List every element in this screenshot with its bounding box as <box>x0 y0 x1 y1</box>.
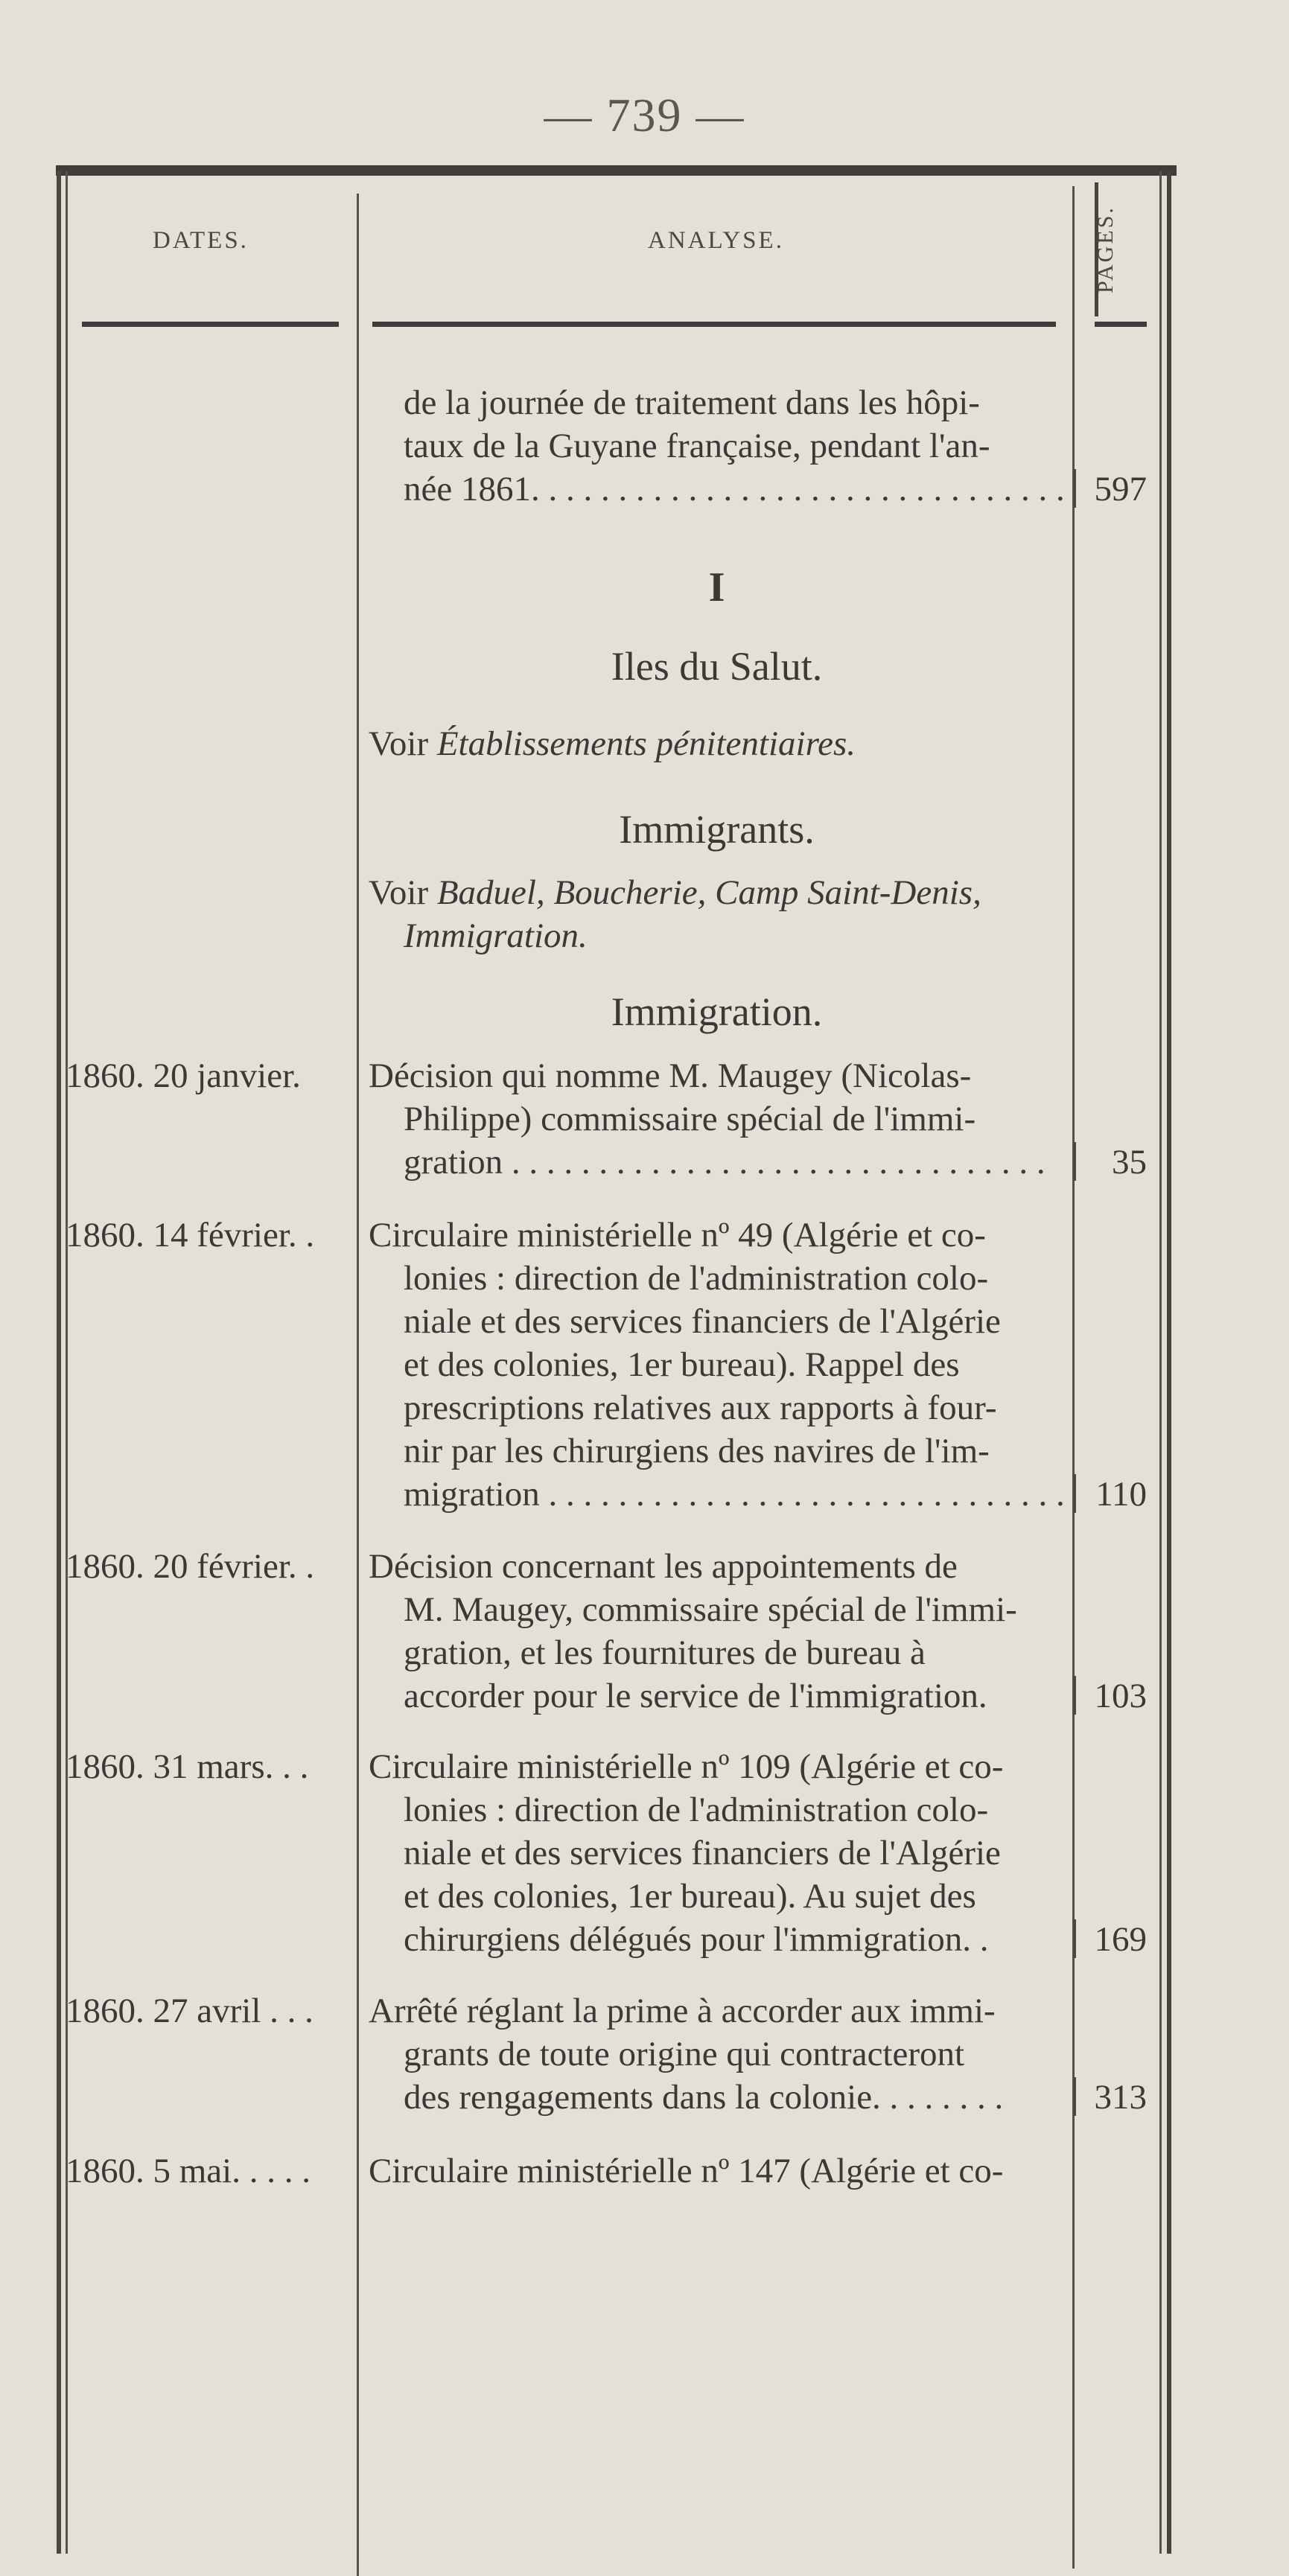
entry-date: 1860. 20 février. . <box>66 1547 315 1586</box>
entry-date: 1860. 31 mars. . . <box>66 1747 309 1786</box>
see-prefix: Voir <box>369 873 437 912</box>
page-bar <box>1073 1919 1076 1958</box>
continuation-line: de la journée de traitement dans les hôpi- <box>404 383 980 422</box>
page-bar <box>1073 1142 1076 1181</box>
entry-line: gration, et les fournitures de bureau à <box>404 1633 926 1672</box>
page-ref: 313 <box>1094 2078 1147 2117</box>
entry-line: niale et des services financiers de l'Algérie <box>404 1302 1001 1341</box>
section-title-immigrants: Immigrants. <box>619 807 815 852</box>
dates-column-rule <box>357 194 359 2576</box>
page-ref: 169 <box>1094 1920 1147 1959</box>
header-analyse-underline <box>372 322 1056 327</box>
table-top-rule <box>56 165 1177 176</box>
entry-line: Arrêté réglant la prime à accorder aux immi- <box>369 1992 996 2030</box>
entry-line: lonies : direction de l'administration colo- <box>404 1791 989 1829</box>
continuation-line: taux de la Guyane française, pendant l'an- <box>404 427 990 465</box>
entry-line: Circulaire ministérielle nº 109 (Algérie et co- <box>369 1747 1004 1786</box>
header-pages: PAGES. <box>1093 205 1118 293</box>
entry-line: Décision concernant les appointements de <box>369 1547 958 1586</box>
header-dates: DATES. <box>153 227 249 254</box>
entry-line: chirurgiens délégués pour l'immigration. . <box>404 1920 989 1959</box>
entry-line: niale et des services financiers de l'Algérie <box>404 1834 1001 1872</box>
entry-date: 1860. 5 mai. . . . . <box>66 2152 311 2190</box>
section-title-iles: Iles du Salut. <box>611 644 823 689</box>
header-analyse: ANALYSE. <box>648 227 784 254</box>
page-ref: 110 <box>1095 1475 1147 1514</box>
see-also-immigrants <box>369 871 1065 914</box>
entry-line: accorder pour le service de l'immigration. <box>404 1677 987 1715</box>
right-border <box>1167 171 1171 2554</box>
page-ref: 35 <box>1112 1143 1147 1182</box>
left-border <box>57 171 61 2554</box>
see-reference-cont: Immigration. <box>404 916 588 955</box>
section-title-immigration: Immigration. <box>611 989 823 1034</box>
page-bar <box>1073 1676 1076 1715</box>
entry-line: nir par les chirurgiens des navires de l'im- <box>404 1432 990 1470</box>
entry-line: lonies : direction de l'administration colo- <box>404 1259 989 1298</box>
see-prefix: Voir <box>369 724 437 763</box>
entry-line: prescriptions relatives aux rapports à four- <box>404 1389 997 1427</box>
page-bar <box>1073 1474 1076 1513</box>
entry-line: Circulaire ministérielle nº 147 (Algérie et co- <box>369 2152 1004 2190</box>
page-ref: 103 <box>1094 1677 1147 1715</box>
entry-line: des rengagements dans la colonie. . . . . . . . <box>404 2078 1004 2117</box>
entry-date: 1860. 27 avril . . . <box>66 1992 314 2030</box>
entry-line: et des colonies, 1er bureau). Au sujet des <box>404 1877 976 1916</box>
entry-date: 1860. 14 février. . <box>66 1216 315 1254</box>
see-reference: Baduel, Boucherie, Camp Saint-Denis, <box>436 873 981 912</box>
entry-line: gration . . . . . . . . . . . . . . . . . . . . . . . . . . . . . . . <box>404 1143 1045 1182</box>
page-ref: 597 <box>1094 470 1147 508</box>
entry-line: Circulaire ministérielle nº 49 (Algérie et co- <box>369 1216 986 1254</box>
entry-line: Décision qui nomme M. Maugey (Nicolas- <box>369 1056 972 1095</box>
entry-line: grants de toute origine qui contracteront <box>404 2035 965 2073</box>
right-border-inner <box>1159 171 1162 2554</box>
entry-line: et des colonies, 1er bureau). Rappel des <box>404 1345 960 1384</box>
entry-line: migration . . . . . . . . . . . . . . . . . . . . . . . . . . . . . . <box>404 1475 1065 1514</box>
section-letter: I <box>708 564 725 610</box>
entry-line: Philippe) commissaire spécial de l'immi- <box>404 1100 976 1138</box>
see-reference: Établissements pénitentiaires. <box>436 724 856 763</box>
page-number: — 739 — <box>544 89 745 141</box>
see-also-iles <box>369 722 1065 765</box>
header-pages-underline <box>1095 322 1147 327</box>
continuation-line: née 1861. . . . . . . . . . . . . . . . . . . . . . . . . . . . . . . <box>404 470 1065 508</box>
left-border-inner <box>66 171 68 2554</box>
header-dates-underline <box>82 322 339 327</box>
page-bar <box>1073 469 1076 508</box>
page-bar <box>1073 2077 1076 2116</box>
entry-line: M. Maugey, commissaire spécial de l'immi- <box>404 1590 1017 1629</box>
entry-date: 1860. 20 janvier. <box>66 1056 301 1095</box>
